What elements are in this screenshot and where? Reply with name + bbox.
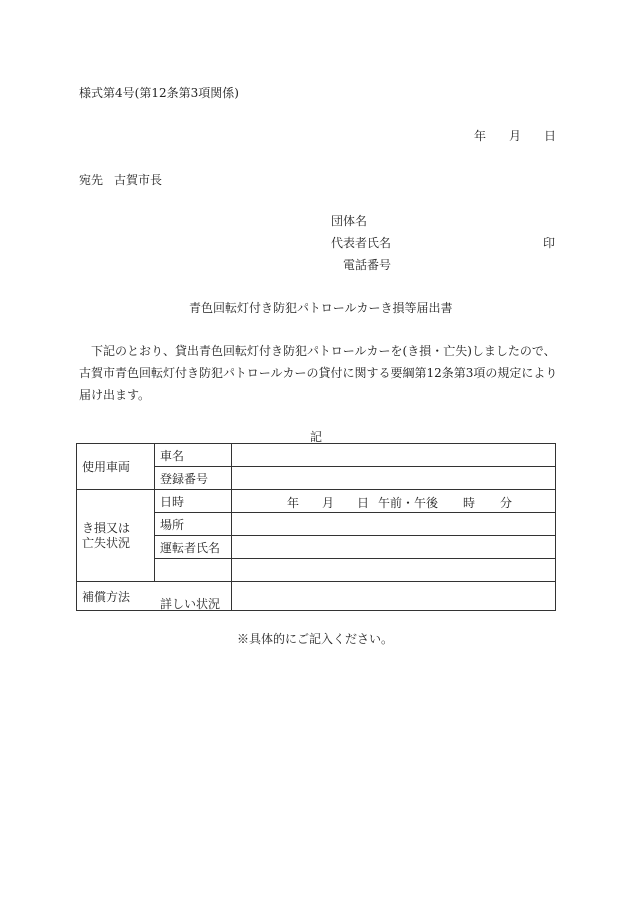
details-note: ※具体的にご記入ください。 (237, 632, 394, 646)
table-row (77, 490, 556, 513)
car-name-label: 車名 (155, 444, 232, 467)
seal-mark: 印 (543, 236, 556, 250)
car-name-field[interactable] (232, 444, 556, 467)
table-row (77, 582, 556, 611)
addressee-value: 古賀市長 (114, 173, 163, 187)
form-number: 様式第4号(第12条第3項関係) (79, 86, 239, 100)
body-text-line-2: 古賀市青色回転灯付き防犯パトロールカーの貸付に関する要綱第12条第3項の規定により (79, 366, 558, 380)
table-row (77, 444, 556, 467)
date-month-label: 月 (509, 129, 522, 143)
document-title: 青色回転灯付き防犯パトロールカーき損等届出書 (189, 301, 453, 315)
datetime-year-label: 年 (287, 496, 300, 510)
date-year-label: 年 (474, 129, 487, 143)
datetime-day-label: 日 (357, 496, 370, 510)
body-text-line-3: 届け出ます。 (79, 388, 151, 402)
compensation-field[interactable] (232, 582, 556, 611)
body-text-line-1: 下記のとおり、貸出青色回転灯付き防犯パトロールカーを(き損・亡失)しましたので、 (91, 344, 556, 358)
date-day-label: 日 (544, 129, 557, 143)
status-label (77, 490, 155, 582)
registration-label: 登録番号 (155, 467, 232, 490)
details-field[interactable] (232, 559, 556, 646)
status-label-line-1: き損又は (82, 520, 131, 535)
driver-label: 運転者氏名 (155, 536, 232, 559)
organization-label: 団体名 (331, 214, 368, 228)
place-label: 場所 (155, 513, 232, 536)
ki-label: 記 (310, 430, 323, 444)
datetime-hour-label: 時 (463, 496, 476, 510)
place-field[interactable] (232, 513, 556, 536)
vehicle-label: 使用車両 (77, 444, 155, 490)
datetime-minute-label: 分 (500, 496, 513, 510)
compensation-label: 補償方法 (77, 582, 232, 611)
details-label: 詳しい状況 (160, 597, 221, 611)
registration-field[interactable] (232, 467, 556, 490)
datetime-month-label: 月 (322, 496, 335, 510)
details-label-cell (155, 559, 232, 611)
phone-label: 電話番号 (343, 258, 392, 272)
driver-field[interactable] (232, 536, 556, 559)
addressee-label: 宛先 (79, 173, 104, 187)
report-table (76, 443, 556, 646)
representative-label: 代表者氏名 (331, 236, 392, 250)
datetime-label: 日時 (155, 490, 232, 513)
datetime-ampm-label: 午前・午後 (378, 496, 439, 510)
status-label-line-2: 亡失状況 (82, 535, 131, 550)
datetime-field[interactable] (232, 490, 556, 513)
